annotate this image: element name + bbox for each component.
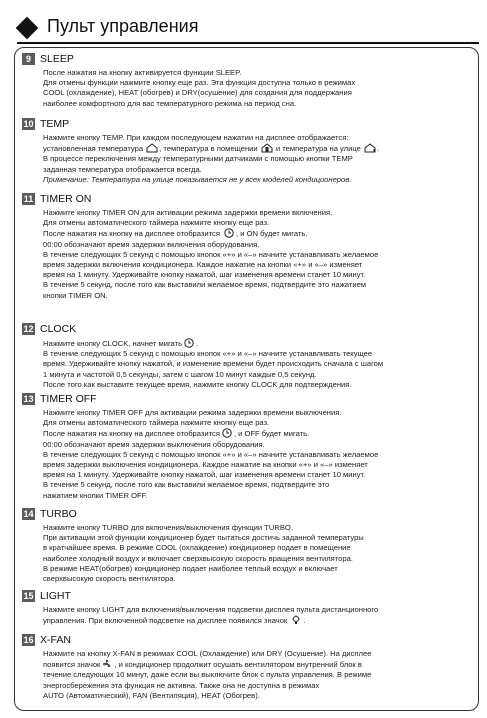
house-icon <box>146 143 158 153</box>
section-number-badge: 10 <box>23 119 34 129</box>
body-line: В течение следующих 5 секунд с помощью кнопок «+» и «–» начните устанавливать текущее <box>43 349 373 359</box>
body-line: В течение следующих 5 секунд с помощью кнопок «+» и «–» начните устанавливать желаемое <box>43 249 379 259</box>
body-line: 1 минута и частотой 0,5 секунды, затем с шагом 10 минут каждые 0,5 секунд. <box>43 369 317 379</box>
body-line: энергосбережения эта функция не активна. Также она не доступна в режимах <box>43 680 320 690</box>
body-line: нажатием кнопки TIMER OFF. <box>43 490 148 500</box>
section-title: CLOCK <box>40 323 77 335</box>
section-body <box>43 68 355 109</box>
body-line: время на 1 минуту. Удерживайте кнопку нажатой, шаг изменения времени станет 10 минут. <box>43 470 366 480</box>
section-title: X-FAN <box>40 634 71 646</box>
body-line: кнопки TIMER ON. <box>43 290 108 300</box>
section-number-badge: 9 <box>22 53 35 65</box>
section-title: SLEEP <box>40 53 74 65</box>
house-out-icon <box>364 143 376 153</box>
section-header <box>22 590 378 603</box>
line-text: , температура в помещении <box>159 144 260 154</box>
clock-icon <box>221 428 233 438</box>
section-number-badge: 16 <box>23 635 34 645</box>
body-line: Для отмены автоматического таймера нажмите кнопку еще раз. <box>43 218 270 228</box>
body-line: Нажмите кнопку TIMER OFF для активации режима задержки времени выключения. <box>43 408 342 417</box>
body-line: Для отмены функции нажмите кнопку еще раз. Эта функция доступна только в режимах <box>43 78 356 88</box>
body-line: В процессе переключения между температурными датчиками с помощью кнопки TEMP <box>43 154 353 164</box>
body-line: Нажмите на кнопку X-FAN в режимах COOL (Охлаждение) или DRY (Осушение). На дисплее <box>43 649 372 658</box>
line-text: , и OFF будет мигать. <box>233 429 310 439</box>
header-rule <box>17 42 479 44</box>
body-line: время. Удерживайте кнопку нажатой, и изменение времени будет происходить сначала с шагом <box>43 359 384 369</box>
body-line: сверхвысокую скорость вентилятора. <box>43 574 176 584</box>
house-in-icon <box>261 143 273 153</box>
section-turbo <box>22 508 364 584</box>
body-line <box>43 143 379 154</box>
section-title: TURBO <box>40 508 77 520</box>
line-text: , и кондиционер продолжит осушать вентилятором внутренний блок в <box>114 660 362 670</box>
body-line: наиболее комфортного для вас температурного режима на период сна. <box>43 98 297 108</box>
bulb-icon <box>290 615 302 625</box>
section-header <box>22 118 379 131</box>
body-line <box>43 659 371 670</box>
line-text: . <box>303 616 306 626</box>
body-line: 00:00 обозначают время задержки выключения оборудования. <box>43 439 265 449</box>
body-line <box>43 615 378 626</box>
section-header <box>22 508 364 521</box>
section-light <box>22 590 378 626</box>
body-line: время задержки включения кондиционера. Каждое нажатие на кнопки «+» и «–» изменяет <box>43 260 363 270</box>
section-header <box>22 393 378 406</box>
line-text: Нажмите кнопку CLOCK, начнет мигать <box>43 339 183 348</box>
section-number-badge: 14 <box>23 509 34 519</box>
page-header <box>17 14 479 44</box>
line-text: После нажатия на кнопку на дисплее отобразится <box>43 229 223 239</box>
section-body <box>43 408 378 501</box>
clock-icon <box>223 228 235 238</box>
section-clock <box>22 323 383 390</box>
section-number-badge: 12 <box>23 324 34 334</box>
section-header <box>22 193 378 206</box>
body-line: Нажмите кнопку LIGHT для включения/выключения подсветки дисплея пульта дистанционного <box>43 605 379 614</box>
body-line: В течение следующих 5 секунд с помощью кнопок «+» и «–» начните устанавливать желаемое <box>43 449 379 459</box>
body-line: течение следующих 10 минут, даже если вы выключите блок с пульта управления. В режиме <box>43 670 372 680</box>
section-timer-off <box>22 393 378 501</box>
line-text: и температура на улице <box>273 144 363 154</box>
section-title: TIMER ON <box>40 193 92 205</box>
body-line: наиболее холодный воздух и включает сверхвысокую скорость вращения вентилятора. <box>43 553 353 563</box>
section-title: LIGHT <box>40 590 71 602</box>
line-text: управления. При включенной подсветке на дисплее появился значок <box>43 616 290 626</box>
body-line: После нажатия на кнопку активируется функции SLEEP. <box>43 68 242 77</box>
section-body <box>43 208 378 301</box>
section-title: TEMP <box>40 118 70 130</box>
body-line <box>43 428 378 439</box>
body-line: COOL (охлаждение), HEAT (обогрев) и DRY(осушение) для создания для поддержания <box>43 88 352 98</box>
line-text: , и ON будет мигать. <box>236 229 308 239</box>
section-temp <box>22 118 379 185</box>
body-line: При активации этой функции кондиционер будет пытаться достичь заданной температуры <box>43 533 364 543</box>
body-line: Для отмены автоматического таймера нажмите кнопку еще раз. <box>43 418 270 428</box>
body-line <box>43 338 383 349</box>
section-header <box>22 634 371 647</box>
body-line: Нажмите кнопку TEMP. При каждом последующем нажатии на дисплее отображается: <box>43 133 349 142</box>
body-line: время задержки выключения кондиционера. Каждое нажатие на кнопки «+» и «–» изменяет <box>43 460 368 470</box>
body-line: AUTO (Автоматический), FAN (Вентиляция), HEAT (Обогрев). <box>43 690 260 700</box>
line-text: После нажатия на кнопку на дисплее отобразится <box>43 429 220 439</box>
section-body <box>43 605 378 626</box>
section-number-badge: 11 <box>23 194 34 204</box>
body-line <box>43 228 378 239</box>
body-line: В течение 5 секунд, после того как выставили желаемое время, подтвердите это нажатием <box>43 280 367 290</box>
fan-icon <box>101 659 113 669</box>
section-body <box>43 338 383 390</box>
body-line: время на 1 минуту. Удерживайте кнопку нажатой, шаг изменения времени станет 10 минут. <box>43 270 366 280</box>
line-text: . <box>376 144 380 154</box>
body-line: После того как выставите текущее время, нажмите кнопку CLOCK для подтверждения. <box>43 379 352 389</box>
body-line: Нажмите кнопку TURBO для включения/выключения функции TURBO. <box>43 523 293 532</box>
body-line: Нажмите кнопку TIMER ON для активации режима задержки времени включения. <box>43 208 333 217</box>
section-header <box>22 323 383 336</box>
section-body <box>43 523 364 584</box>
section-title: TIMER OFF <box>40 393 97 405</box>
section-body <box>43 133 379 185</box>
line-text: появится значок <box>43 660 101 670</box>
page-title: Пульт управления <box>47 16 199 36</box>
body-line: 00:00 обозначают время задержки включения оборудования. <box>43 239 260 249</box>
body-line: В режиме HEAT(обогрев) кондиционер подает наиболее теплый воздух и включает <box>43 563 338 573</box>
body-line: заданная температура отображается всегда. <box>43 164 202 174</box>
section-timer-on <box>22 193 378 301</box>
line-text: . <box>196 339 199 348</box>
line-text: установленная температура <box>43 144 146 154</box>
body-line: Примечание: Температура на улице показывается не у всех моделей кондиционеров. <box>43 174 352 184</box>
body-line: в кратчайшее время. В режиме COOL (охлаждение) кондиционер подает в помещение <box>43 543 351 553</box>
clock-icon <box>183 338 195 348</box>
section-sleep <box>22 53 355 109</box>
body-line: В течение 5 секунд, после того как выставили желаемое время, подтвердите это <box>43 480 330 490</box>
section-number-badge: 13 <box>23 394 34 404</box>
section-header <box>22 53 355 66</box>
section-x-fan <box>22 634 371 701</box>
section-body <box>43 649 371 701</box>
section-number-badge: 15 <box>23 591 34 601</box>
diamond-icon <box>16 17 39 40</box>
